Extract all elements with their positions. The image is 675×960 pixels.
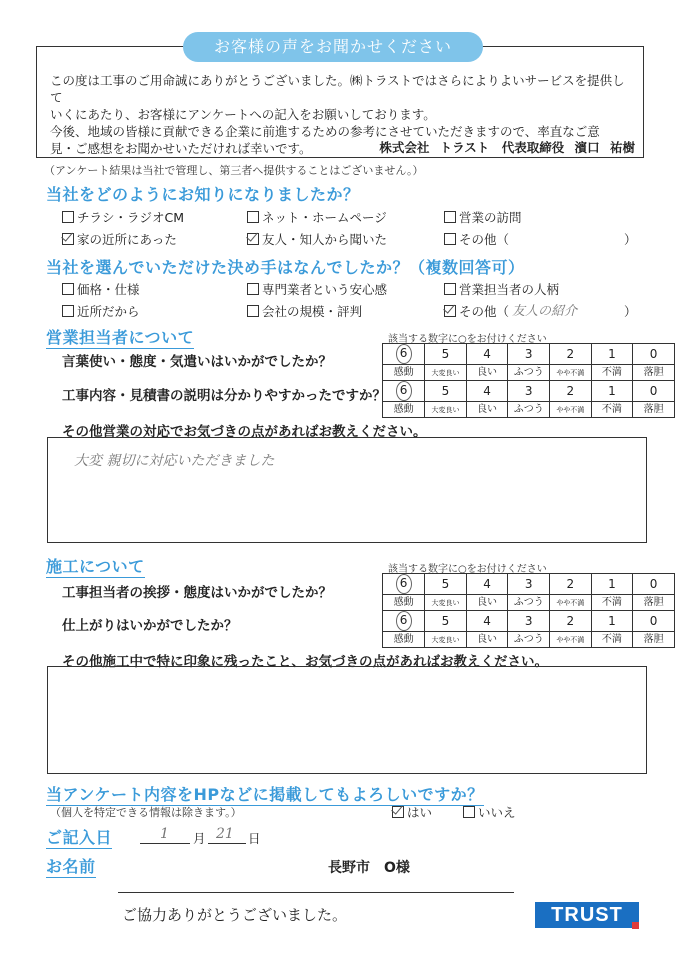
rating-4[interactable]: 4 xyxy=(466,574,508,595)
rating-4[interactable]: 4 xyxy=(466,344,508,365)
label-4: 良い xyxy=(466,365,508,381)
construction-q1: 工事担当者の挨拶・態度はいかがでしたか？ xyxy=(62,585,332,601)
q1-option[interactable]: その他（ xyxy=(444,230,509,248)
checkbox[interactable] xyxy=(444,211,456,223)
checkbox-checked[interactable] xyxy=(444,305,456,317)
sales-q1: 言葉使い・態度・気遣いはいかがでしたか？ xyxy=(62,354,332,370)
date-label: ご記入日 xyxy=(46,825,112,849)
rating-2[interactable]: 2 xyxy=(550,381,591,402)
rating-1[interactable]: 1 xyxy=(591,381,633,402)
title-banner: お客様の声をお聞かせください xyxy=(183,32,483,62)
publish-yes[interactable]: はい xyxy=(392,803,432,821)
rating-3[interactable]: 3 xyxy=(508,574,550,595)
label-3: ふつう xyxy=(508,632,550,648)
day-unit: 日 xyxy=(248,831,261,846)
label-5: 大変良い xyxy=(425,402,466,418)
q1-option[interactable]: 友人・知人から聞いた xyxy=(247,230,387,248)
rating-0[interactable]: 0 xyxy=(633,611,675,632)
label-5: 大変良い xyxy=(425,632,466,648)
label-5: 大変良い xyxy=(425,365,466,381)
logo-dot xyxy=(632,922,639,929)
rating-0[interactable]: 0 xyxy=(633,344,675,365)
q2-option[interactable]: 近所だから xyxy=(62,302,140,320)
publish-note: （個人を特定できる情報は除きます。） xyxy=(50,806,242,819)
label-0: 落胆 xyxy=(633,595,675,611)
label-6: 感動 xyxy=(383,632,425,648)
q2-option[interactable]: 会社の規模・評判 xyxy=(247,302,362,320)
rating-1[interactable]: 1 xyxy=(591,574,633,595)
rating-6[interactable]: 6 xyxy=(383,574,425,595)
construction-q2: 仕上がりはいかがでしたか？ xyxy=(62,618,238,634)
sales-rating-table[interactable] xyxy=(382,343,675,418)
label-3: ふつう xyxy=(508,595,550,611)
label-1: 不満 xyxy=(591,402,633,418)
thanks-text: ご協力ありがとうございました。 xyxy=(122,906,348,924)
q1-option[interactable]: 家の近所にあった xyxy=(62,230,177,248)
publish-title: 当アンケート内容をHPなどに掲載してもよろしいですか？ xyxy=(46,782,484,806)
construction-title: 施工について xyxy=(46,554,145,578)
checkbox[interactable] xyxy=(444,283,456,295)
rating-5[interactable]: 5 xyxy=(425,381,466,402)
label-3: ふつう xyxy=(508,402,550,418)
scale-instruction: 該当する数字に○をお付けください xyxy=(388,564,547,575)
rating-1[interactable]: 1 xyxy=(591,611,633,632)
publish-no[interactable]: いいえ xyxy=(463,803,516,821)
checkbox-checked[interactable] xyxy=(62,233,74,245)
month-underline xyxy=(140,843,190,844)
q1-option[interactable]: チラシ・ラジオCM xyxy=(62,208,184,226)
rating-0[interactable]: 0 xyxy=(633,381,675,402)
privacy-note: （アンケート結果は当社で管理し、第三者へ提供することはございません。） xyxy=(44,164,424,177)
rating-6[interactable]: 6 xyxy=(383,381,425,402)
label-0: 落胆 xyxy=(633,365,675,381)
day-underline xyxy=(208,843,246,844)
label-1: 不満 xyxy=(591,595,633,611)
label-2: やや不満 xyxy=(550,365,591,381)
checkbox[interactable] xyxy=(247,211,259,223)
sales-title: 営業担当者について xyxy=(46,325,194,349)
close-paren: ） xyxy=(624,304,637,319)
sales-q2: 工事内容・見積書の説明は分かりやすかったですか？ xyxy=(62,388,386,404)
q2-other-answer[interactable]: 友人の紹介 xyxy=(512,304,578,319)
name-value[interactable]: 長野市 O様 xyxy=(328,860,410,876)
label-4: 良い xyxy=(466,402,508,418)
checkbox-checked[interactable] xyxy=(247,233,259,245)
label-5: 大変良い xyxy=(425,595,466,611)
label-6: 感動 xyxy=(383,595,425,611)
intro-line: この度は工事のご用命誠にありがとうございました。㈱トラストではさらによりよいサービスを提供して xyxy=(50,73,625,105)
label-3: ふつう xyxy=(508,365,550,381)
checkbox[interactable] xyxy=(62,211,74,223)
checkbox[interactable] xyxy=(62,283,74,295)
q1-option[interactable]: ネット・ホームページ xyxy=(247,208,387,226)
checkbox-checked[interactable] xyxy=(392,806,404,818)
q1-title: 当社をどのようにお知りになりましたか？ xyxy=(46,185,360,204)
month-unit: 月 xyxy=(193,831,206,846)
rating-4[interactable]: 4 xyxy=(466,381,508,402)
checkbox[interactable] xyxy=(247,283,259,295)
rating-6[interactable]: 6 xyxy=(383,611,425,632)
rating-6[interactable]: 6 xyxy=(383,344,425,365)
rating-2[interactable]: 2 xyxy=(550,611,591,632)
label-2: やや不満 xyxy=(550,595,591,611)
label-6: 感動 xyxy=(383,365,425,381)
rating-5[interactable]: 5 xyxy=(425,344,466,365)
checkbox[interactable] xyxy=(463,806,475,818)
rating-4[interactable]: 4 xyxy=(466,611,508,632)
label-1: 不満 xyxy=(591,632,633,648)
scale-instruction: 該当する数字に○をお付けください xyxy=(388,334,547,345)
month-value[interactable]: 1 xyxy=(160,826,169,842)
label-6: 感動 xyxy=(383,402,425,418)
sales-comment-text: 大変 親切に対応いただきました xyxy=(74,453,275,469)
rating-5[interactable]: 5 xyxy=(425,611,466,632)
construction-rating-table[interactable] xyxy=(382,573,675,648)
q2-option[interactable]: その他（ xyxy=(444,302,509,320)
label-0: 落胆 xyxy=(633,402,675,418)
rating-0[interactable]: 0 xyxy=(633,574,675,595)
q2-title: 当社を選んでいただけた決め手はなんでしたか？（複数回答可） xyxy=(46,258,525,277)
q1-option[interactable]: 営業の訪問 xyxy=(444,208,522,226)
rating-3[interactable]: 3 xyxy=(508,611,550,632)
rating-2[interactable]: 2 xyxy=(550,344,591,365)
signature: 株式会社 トラスト 代表取締役 濱口 祐樹 xyxy=(379,140,635,155)
rating-3[interactable]: 3 xyxy=(508,344,550,365)
construction-comment-box[interactable] xyxy=(47,666,647,774)
checkbox[interactable] xyxy=(444,233,456,245)
label-0: 落胆 xyxy=(633,632,675,648)
label-1: 不満 xyxy=(591,365,633,381)
intro-line: いくにあたり、お客様にアンケートへの記入をお願いしております。 xyxy=(50,107,436,122)
name-label: お名前 xyxy=(46,854,96,878)
label-4: 良い xyxy=(466,595,508,611)
label-2: やや不満 xyxy=(550,402,591,418)
rating-3[interactable]: 3 xyxy=(508,381,550,402)
intro-line: 見・ご感想をお聞かせいただければ幸いです。 xyxy=(50,141,312,156)
checkbox[interactable] xyxy=(62,305,74,317)
sales-other-question: その他営業の対応でお気づきの点があればお教えください。 xyxy=(62,424,427,440)
rating-2[interactable]: 2 xyxy=(550,574,591,595)
rating-1[interactable]: 1 xyxy=(591,344,633,365)
q2-option[interactable]: 価格・仕様 xyxy=(62,280,140,298)
q2-option[interactable]: 営業担当者の人柄 xyxy=(444,280,559,298)
name-underline xyxy=(118,892,514,893)
trust-logo: TRUST xyxy=(535,902,639,928)
day-value[interactable]: 21 xyxy=(216,826,234,842)
rating-5[interactable]: 5 xyxy=(425,574,466,595)
q2-option[interactable]: 専門業者という安心感 xyxy=(247,280,387,298)
construction-other-question: その他施工中で特に印象に残ったこと、お気づきの点があればお教えください。 xyxy=(62,654,548,670)
sales-comment-box[interactable] xyxy=(47,437,647,543)
close-paren: ） xyxy=(624,232,637,247)
intro-line: 今後、地域の皆様に貢献できる企業に前進するための参考にさせていただきますので、率直なご意 xyxy=(50,124,600,139)
label-4: 良い xyxy=(466,632,508,648)
checkbox[interactable] xyxy=(247,305,259,317)
label-2: やや不満 xyxy=(550,632,591,648)
